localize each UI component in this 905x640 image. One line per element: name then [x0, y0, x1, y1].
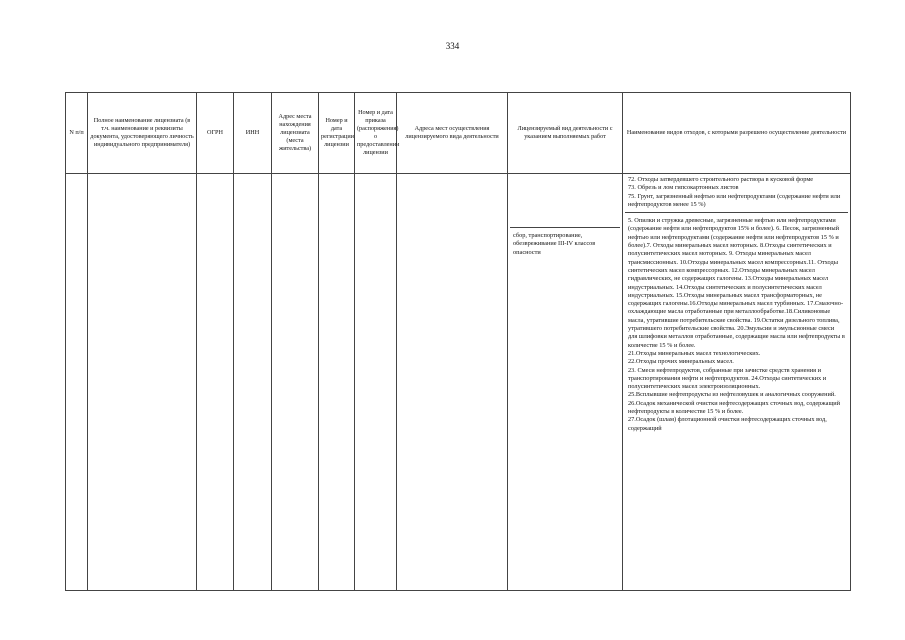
waste-item: 22.Отходы прочих минеральных масел.: [628, 358, 734, 366]
waste-item: 27.Осадок (шлам) флотационной очистки нефтесодержащих сточных вод, содержащий: [628, 416, 827, 432]
waste-list-top: [625, 175, 848, 213]
waste-item: 23. Смеси нефтепродуктов, собранные при зачистке средств хранения и транспортирования нефти и нефтепродуктов. 24.Отходы синтетических и полусинтетических масел электроизоляционных.: [628, 366, 827, 391]
waste-item: 73. Обрезь и лом гипсокартонных листов: [628, 184, 739, 192]
header-row: [66, 93, 851, 174]
col-header-activity-addresses: Адреса мест осуществления лицензируемого вида деятельности: [397, 93, 508, 174]
col-header-waste-types: Наименование видов отходов, с которыми разрешено осуществление деятельности: [623, 93, 851, 174]
col-header-order: Номер и дата приказа (распоряжения) о предоставлении лицензии: [355, 93, 397, 174]
cell-registration: [319, 174, 355, 591]
col-header-ogrn: ОГРН: [197, 93, 234, 174]
waste-item: 26.Осадок механической очистки нефтесодержащих сточных вод, содержащий нефтепродукты в количестве 15 % и более.: [628, 399, 841, 416]
cell-order: [355, 174, 397, 591]
col-header-number: N п/п: [66, 93, 88, 174]
col-header-licensee-name: Полное наименование лицензиата (в т.ч. наименование и реквизиты документа, удостоверяющего личность индивидуального предпринимателя): [88, 93, 197, 174]
cell-number: [66, 174, 88, 591]
cell-activity-type: [508, 174, 623, 591]
license-table: [65, 92, 851, 591]
activity-spacer: [510, 175, 620, 228]
cell-inn: [234, 174, 272, 591]
cell-ogrn: [197, 174, 234, 591]
waste-item: 75. Грунт, загрязненный нефтью или нефтепродуктами (содержание нефти или нефтепродуктов менее 15 %): [628, 192, 841, 208]
col-header-activity-type: Лицензируемый вид деятельности с указанием выполняемых работ: [508, 93, 623, 174]
cell-address: [272, 174, 319, 591]
waste-item: 25.Всплывшие нефтепродукты из нефтеловушек и аналогичных сооружений.: [628, 391, 836, 399]
col-header-registration: Номер и дата регистрации лицензии: [319, 93, 355, 174]
waste-item: 21.Отходы минеральных масел технологических.: [628, 349, 761, 357]
col-header-address: Адрес места нахождения лицензиата (места жительства): [272, 93, 319, 174]
waste-item: 72. Отходы затвердевшего строительного раствора в кусковой форме: [628, 176, 814, 183]
table-row: [66, 174, 851, 591]
cell-activity-addresses: [397, 174, 508, 591]
waste-item: 5. Опилки и стружка древесные, загрязненные нефтью или нефтепродуктами (содержание нефти или нефтепродуктов 15% и более). 6. Песок, загрязненный нефтью или нефтепродуктами (содержание нефти или нефтепродуктов 15 % и более).7. Отходы минеральных масел моторных. 8.Отходы синтетических и полусинтетических масел моторных. 9. Отходы минеральных масел трансмиссионных. 10.Отходы минеральных масел компрессорных.11. Отходы синтетических масел компрессорных. 12.Отходы минеральных масел гидравлических, не содержащих галогены. 13.Отходы минеральных масел индустриальных. 14.Отходы синтетических и полусинтетических масел индустриальных. 15.Отходы минеральных масел трансформаторных, не содержащих галогены.16.Отходы минеральных масел турбинных. 17.Смазочно-охлаждающие масла отработанные при металлообработке.18.Силиконовые масла, утратившие потребительские свойства. 19.Остатки дизельного топлива, утратившего потребительские свойства. 20.Эмульсии и эмульсионные смеси для шлифовки металлов отработанные, содержащие масла или нефтепродукты в количестве 15 % и более.: [628, 217, 845, 349]
activity-text: сбор, транспортирование, обезвреживание III-IV классов опасности: [513, 232, 596, 256]
page-number: 334: [445, 41, 460, 51]
col-header-inn: ИНН: [234, 93, 272, 174]
cell-licensee-name: [88, 174, 197, 591]
cell-waste-types: [623, 174, 851, 591]
waste-list-bottom: [625, 213, 848, 436]
